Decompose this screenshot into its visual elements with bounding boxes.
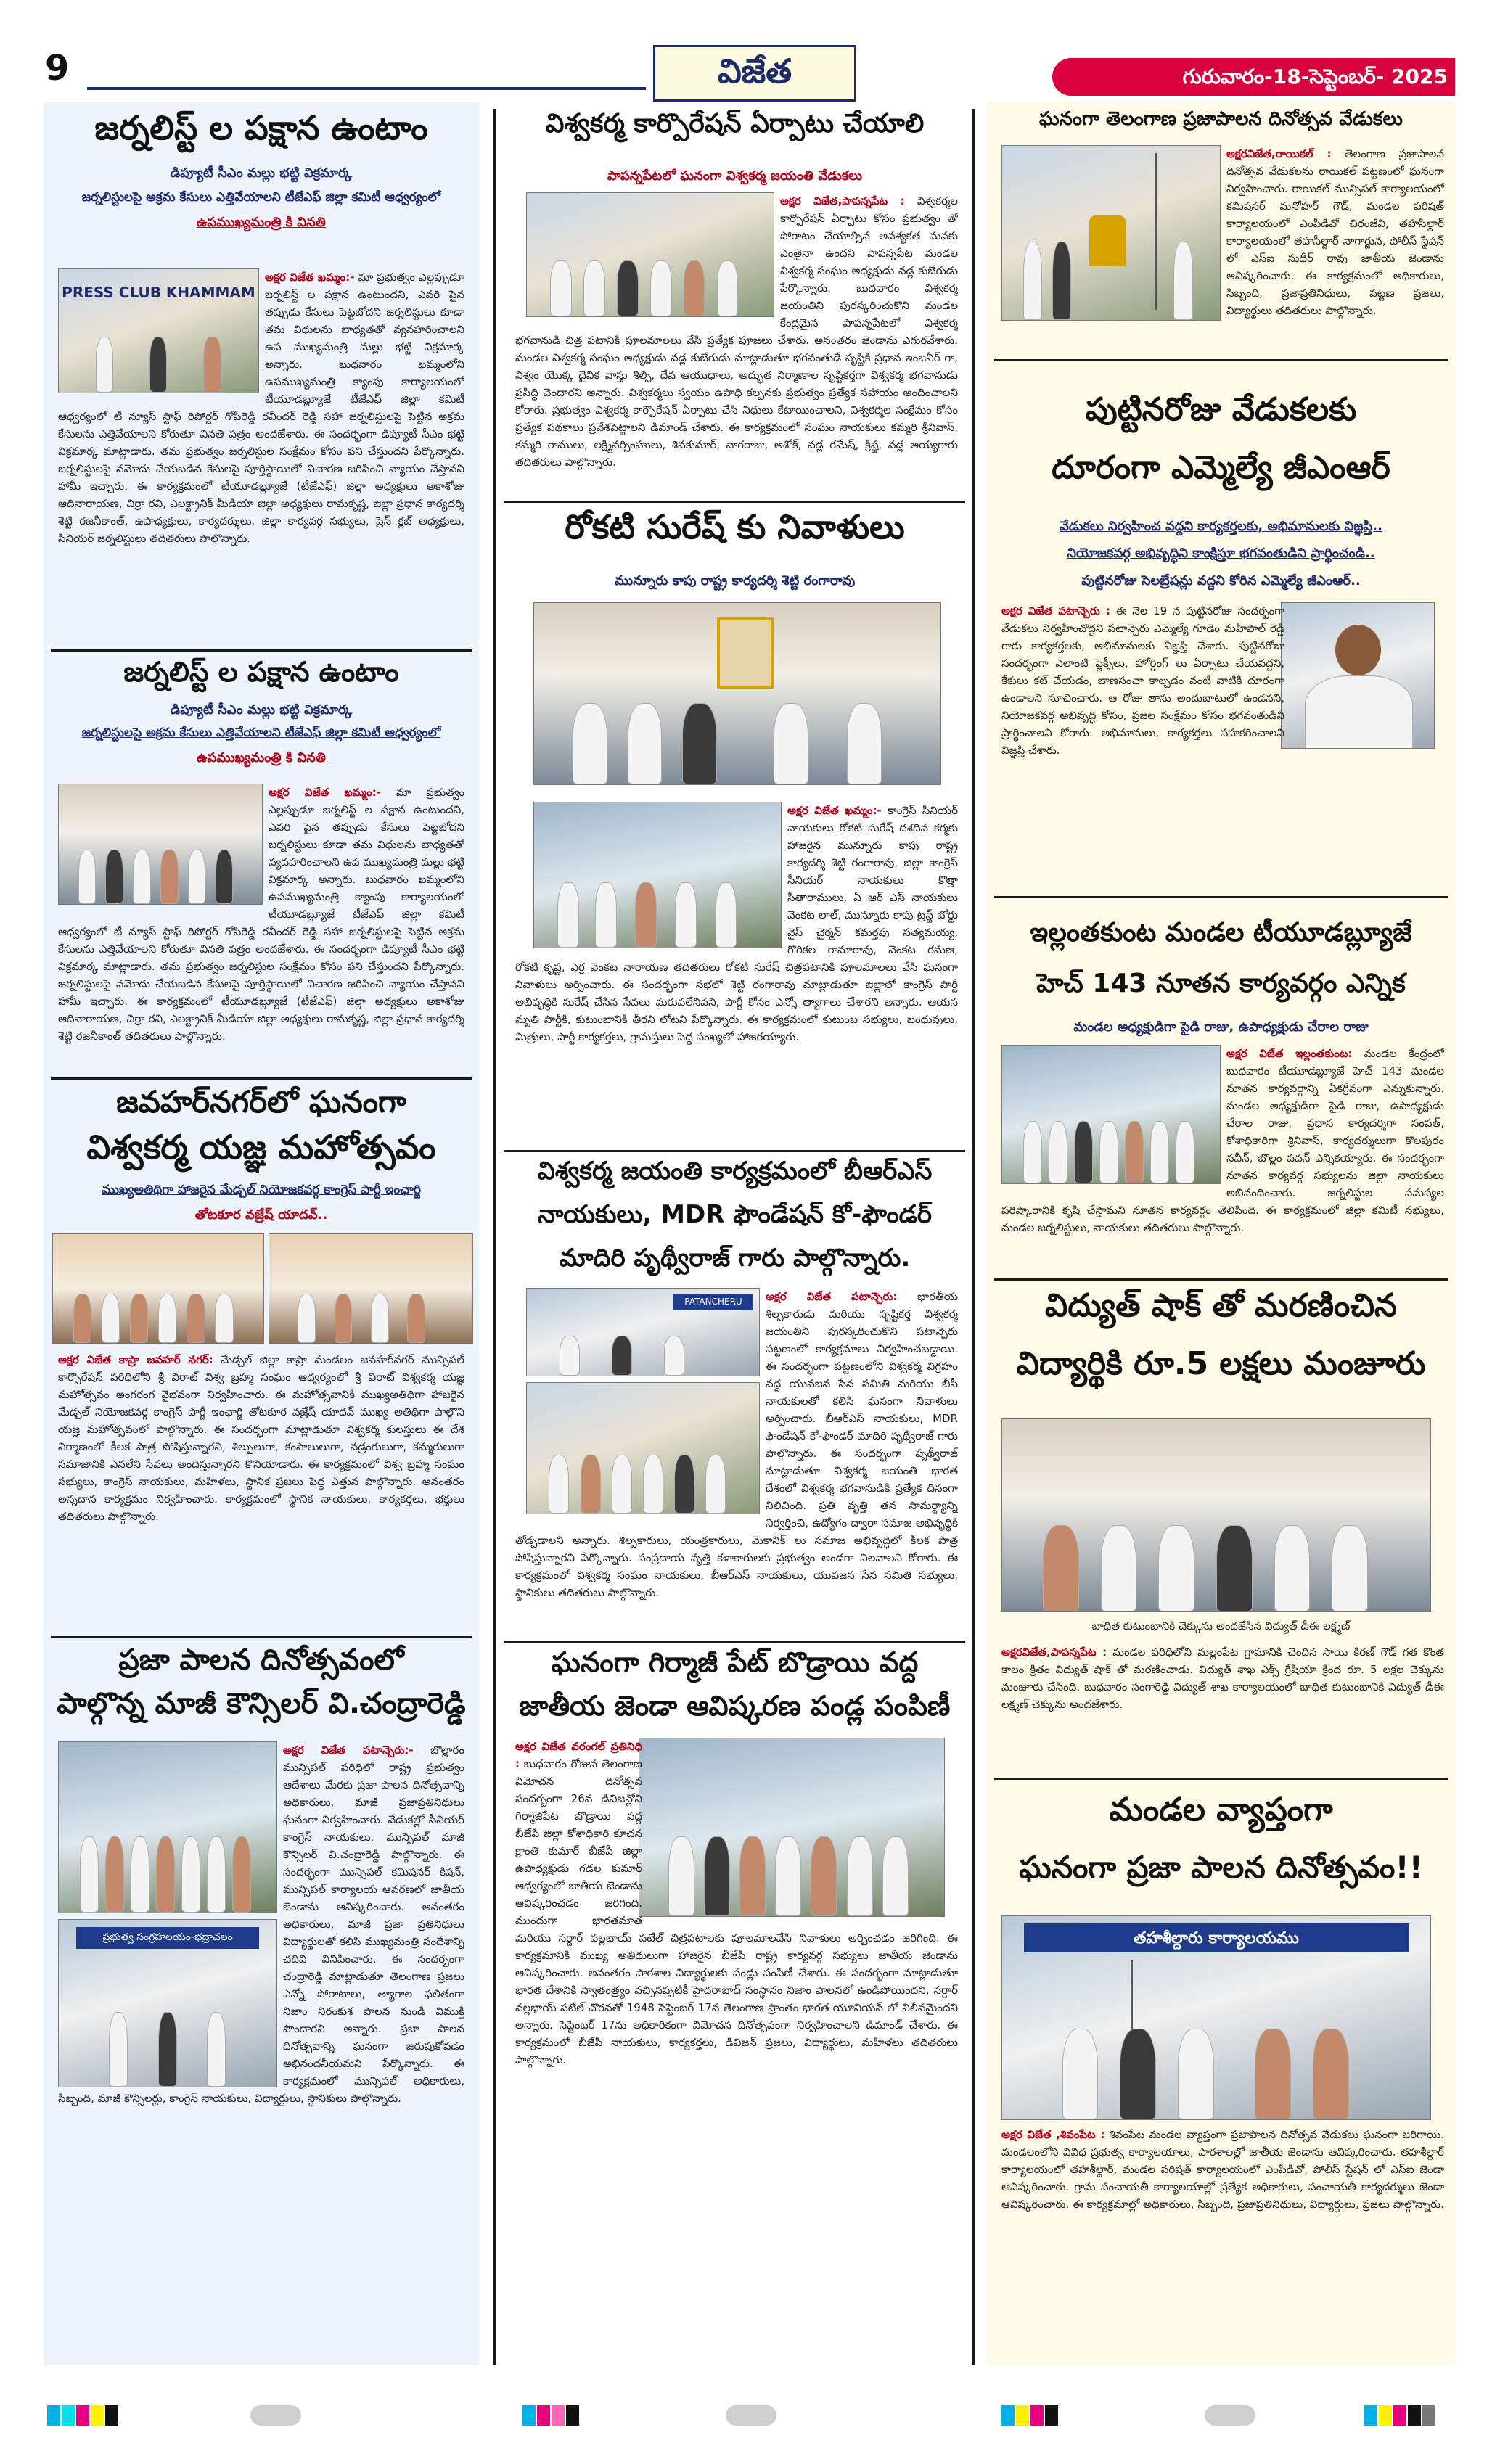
col2-a1-headline: విశ్వకర్మ కార్పొరేషన్ ఏర్పాటు చేయాలి bbox=[545, 109, 925, 139]
col3-a5-headline-1: మండల వ్యాప్తంగా bbox=[1109, 1792, 1333, 1828]
col2-a1-body bbox=[515, 192, 958, 497]
location-signboard-text: PATANCHERU bbox=[684, 1297, 742, 1307]
col3-a2-subhead-3: పుట్టినరోజు సెలబ్రేషన్లు వద్దని కోరిన ఎమ్మెల్యే జీఎంఆర్.. bbox=[1081, 573, 1361, 588]
col2-a4-headline-2: జాతీయ జెండా ఆవిష్కరణ పండ్ల పంపిణీ bbox=[519, 1691, 951, 1722]
office-signboard-text: ప్రభుత్వ సంగ్రహాలయం-భద్రాచలం bbox=[102, 1931, 233, 1943]
header-left-rule bbox=[87, 87, 646, 90]
column-divider-1 bbox=[493, 109, 496, 2365]
col1-a3-subhead-2: తోటకూర వజ్రేష్ యాదవ్.. bbox=[194, 1207, 328, 1223]
col2-a4-dateline: అక్షర విజేత వరంగల్ ప్రతినిధి : bbox=[515, 1740, 642, 1770]
col3-a5-dateline: అక్షర విజేత ,శివంపేట : bbox=[1001, 2128, 1105, 2141]
col2-a1-dateline: అక్షర విజేత,పాపన్నపేట : bbox=[780, 194, 905, 208]
col2-a3-headline-2: నాయకులు, MDR ఫౌండేషన్ కో-ఫౌండర్ bbox=[538, 1201, 932, 1229]
col2-a4-headline-1: ఘనంగా గిర్మాజీ పేట్ బొడ్రాయి వద్ద bbox=[551, 1647, 919, 1678]
office-signboard bbox=[1024, 1923, 1409, 1952]
col1-a3-headline-1: జవహర్‌నగర్‌లో ఘనంగా bbox=[116, 1085, 406, 1120]
col3-a4-headline-2: విద్యార్థికి రూ.5 లక్షలు మంజూరు bbox=[1016, 1346, 1426, 1382]
col1-a1-subhead-2: జర్నలిస్టులపై అక్రమ కేసులు ఎత్తివేయాలని టీజేఎఫ్ జిల్లా కమిటీ ఆధ్వర్యంలో bbox=[81, 190, 441, 205]
col1-a2-text: మా ప్రభుత్వం ఎల్లప్పుడూ జర్నలిస్ట్ ల పక్షాన ఉంటుందని, ఎవరి పైన తప్పుడు కేసులు పెట్టబోదని జర్నలిస్టులు కూడా తమ విధులను బాధ్యతతో వ్యవహరించాలని ఉప ముఖ్యమంత్రి మల్లు భట్టి విక్రమార్క అన్నారు. బుధవారం ఖమ్మంలోని ఉపముఖ్యమంత్రి క్యాంపు కార్యాలయంలో టీయూడబ్ల్యూజే టీజేఎఫ్ జిల్లా కమిటీ ఆధ్వర్యంలో టీ న్యూస్ స్టాఫ్ రిపోర్టర్ గోపిరెడ్డి రవీందర్ రెడ్డి సహా జర్నలిస్టులపై పెట్టిన అక్రమ కేసులను ఎత్తివేయాలని కోరుతూ వినతి పత్రం అందజేశారు. ఈ సందర్భంగా డిప్యూటీ సీఎం భట్టి విక్రమార్క మాట్లాడారు. తమ ప్రభుత్వం జర్నలిస్టుల సంక్షేమం కోసం పని చేస్తుందని పేర్కొన్నారు. జర్నలిస్టులపై నమోదు చేయబడిన కేసులపై పూర్తిస్థాయిలో విచారణ జరిపించి న్యాయం చేస్తానని హామీ ఇచ్చారు. ఈ కార్యక్రమంలో టీయూడబ్ల్యూజే (టీజేఎఫ్) జిల్లా అధ్యక్షులు అకాశోజు ఆదినారాయణ, చిర్రా రవి, ఎలక్ట్రానిక్ మీడియా జిల్లా అధ్యక్షులు రామకృష్ణ, జిల్లా ప్రధాన కార్యదర్శి శెట్టి రజనీకాంత్ తదితరులు పాల్గొన్నారు. bbox=[58, 786, 464, 1043]
col1-a3-headline-2: విశ్వకర్మ యజ్ఞ మహోత్సవం bbox=[86, 1128, 436, 1167]
col1-a1-text: మా ప్రభుత్వం ఎల్లప్పుడూ జర్నలిస్ట్ ల పక్షాన ఉంటుందని, ఎవరి పైన తప్పుడు కేసులు పెట్టబోదని జర్నలిస్టులు కూడా తమ విధులను బాధ్యతతో వ్యవహరించాలని ఉప ముఖ్యమంత్రి మల్లు భట్టి విక్రమార్క అన్నారు. బుధవారం ఖమ్మంలోని ఉపముఖ్యమంత్రి క్యాంపు కార్యాలయంలో టీయూడబ్ల్యూజే టీజేఎఫ్ జిల్లా కమిటీ ఆధ్వర్యంలో టీ న్యూస్ స్టాఫ్ రిపోర్టర్ గోపిరెడ్డి రవీందర్ రెడ్డి సహా జర్నలిస్టులపై పెట్టిన అక్రమ కేసులను ఎత్తివేయాలని కోరుతూ వినతి పత్రం అందజేశారు. ఈ సందర్భంగా డిప్యూటీ సీఎం భట్టి విక్రమార్క మాట్లాడారు. తమ ప్రభుత్వం జర్నలిస్టుల సంక్షేమం కోసం పని చేస్తుందని పేర్కొన్నారు. జర్నలిస్టులపై నమోదు చేయబడిన కేసులపై పూర్తిస్థాయిలో విచారణ జరిపించి న్యాయం చేస్తానని హామీ ఇచ్చారు. ఈ కార్యక్రమంలో టీయూడబ్ల్యూజే (టీజేఎఫ్) జిల్లా అధ్యక్షులు అకాశోజు ఆదినారాయణ, చిర్రా రవి, ఎలక్ట్రానిక్ మీడియా జిల్లా అధ్యక్షులు రామకృష్ణ, జిల్లా ప్రధాన కార్యదర్శి శెట్టి రజనీకాంత్, ఉపాధ్యక్షులు, కార్యదర్శులు, జిల్లా కార్యవర్గ సభ్యులు, ప్రెస్ క్లబ్ అధ్యక్షులు, సీనియర్ జర్నలిస్టులు తదితరులు పాల్గొన్నారు. bbox=[58, 271, 464, 545]
col1-divider-1 bbox=[51, 649, 472, 652]
col2-a3-text: భారతీయ శిల్పకారుడు మరియు సృష్టికర్త విశ్వకర్మ జయంతిని పురస్కరించుకొని పటాన్చెరు పట్టణంలో కార్యక్రమాలు నిర్వహించబడ్డాయి. ఈ సందర్భంగా పట్టణంలోని విశ్వకర్మ విగ్రహం వద్ద యువజన సేన సమితి మరియు బీసీ నాయకులతో కలిసి ఘనంగా నివాళులు అర్పించారు. బీఆర్ఎస్ నాయకులు, MDR ఫౌండేషన్ కో-ఫౌండర్ మాదిరి పృథ్వీరాజ్ గారు పాల్గొన్నారు. ఈ సందర్భంగా పృథ్వీరాజ్ మాట్లాడుతూ విశ్వకర్మ జయంతి భారత దేశంలో విశ్వకర్మ భగవానుడికి ప్రత్యేక దినంగా నిలిచింది. ప్రతి వృత్తి తన సామర్థ్యాన్ని నిర్వర్తించి, ఉద్యోగం ద్వారా సమాజ అభివృద్ధికి తోడ్పడాలని అన్నారు. శిల్పకారులు, యంత్రకారులు, మెకానిక్ లు సమాజ అభివృద్ధిలో కీలక పాత్ర పోషిస్తున్నారని పేర్కొన్నారు. సంప్రదాయ వృత్తి కళాకారులకు ప్రభుత్వం అండగా నిలవాలని కోరారు. ఈ కార్యక్రమంలో విశ్వకర్మ సంఘం నాయకులు, బీఆర్ఎస్ నాయకులు, యువజన సేన సమితి సభ్యులు, స్థానికులు తదితరులు పాల్గొన్నారు. bbox=[515, 1290, 958, 1599]
col2-a2-photo-main bbox=[533, 602, 941, 785]
col1-a1-subhead-1: డిప్యూటీ సీఎం మల్లు భట్టి విక్రమార్క bbox=[170, 165, 353, 181]
photo-people bbox=[279, 1284, 462, 1344]
col1-a3-text: మేడ్చల్ జిల్లా కాప్రా మండలం జవహర్‌నగర్ మున్సిపల్ కార్పొరేషన్ పరిధిలోని శ్రీ విరాట్ విశ్వ బ్రహ్మ సంఘం ఆధ్వర్యంలో శ్రీ విరాట్ విశ్వకర్మ యజ్ఞ మహోత్సవం అంగరంగ వైభవంగా నిర్వహించారు. ఈ మహోత్సవానికి ముఖ్యఅతిథిగా హాజరైన మేడ్చల్ నియోజకవర్గ కాంగ్రెస్ పార్టీ ఇంఛార్జి తోటకూర వజ్రేష్ యాదవ్ ముఖ్య అతిథిగా పాల్గొని యజ్ఞ మహోత్సవంలో పాల్గొన్నారు. ఈ సందర్భంగా మాట్లాడుతూ విశ్వకర్మ కులస్తులు ఈ దేశ నిర్మాణంలో కీలక పాత్ర పోషిస్తున్నారని, శిల్పులుగా, కంసాలులుగా, వడ్రంగులుగా, కమ్మరులుగా సమాజానికి ఎనలేని సేవలు అందిస్తున్నారని కొనియాడారు. ఈ కార్యక్రమంలో విశ్వ బ్రహ్మ సంఘం సభ్యులు, కాంగ్రెస్ నాయకులు, మహిళలు, స్థానిక ప్రజలు పెద్ద ఎత్తున పాల్గొన్నారు. అనంతరం అన్నదాన కార్యక్రమం నిర్వహించారు. కార్యక్రమంలో స్థానిక నాయకులు, కార్యకర్తలు, భక్తులు తదితరులు పాల్గొన్నారు. bbox=[58, 1353, 464, 1523]
col2-a2-subhead: మున్నూరు కాపు రాష్ట్ర కార్యదర్శి శెట్టి రంగారావు bbox=[614, 573, 856, 588]
col1-a2-subhead-1: డిప్యూటీ సీఎం మల్లు భట్టి విక్రమార్క bbox=[170, 702, 353, 718]
col3-a4-text: మండల పరిధిలోని మల్లంపేట గ్రామానికి చెందిన సాయి కిరణ్ గౌడ్ గత కొంత కాలం క్రితం విద్యుత్ షాక్ తో మరణించాడు. విద్యుత్ శాఖ ఎక్స్ గ్రేషియా క్రింద రూ. 5 లక్షల చెక్కును మంజూరు చేసింది. బుధవారం సంగారెడ్డి విద్యుత్ శాఖ కార్యాలయంలో బాధిత కుటుంబానికి విద్యుత్ డీఈ లక్ష్మణ్ చెక్కును అందజేశారు. bbox=[1001, 1646, 1444, 1711]
col2-a4-body bbox=[515, 1738, 958, 2365]
photo-people bbox=[1024, 2008, 1409, 2119]
col1-a1-subhead-3: ఉపముఖ్యమంత్రి కి వినతి bbox=[197, 215, 326, 230]
col3-a2-body bbox=[1001, 602, 1444, 892]
col2-a2-text: కాంగ్రెస్ సీనియర్ నాయకులు రోకటి సురేష్ దశదిన కర్మకు హాజరైన మున్నూరు కాపు రాష్ట్ర కార్యదర్శి శెట్టి రంగారావు, జిల్లా కాంగ్రెస్ సీనియర్ నాయకులు కొత్తా సీతారాములు, ఏ ఆర్ ఎస్ నాయకులు వెంకట లాల్, మున్నూరు కాపు ట్రస్ట్ బోర్డు వైస్ చైర్మన్ కమర్తపు సత్యమయ్య, గొరికల రామారావు, వెంకట రమణ, రోకటి కృష్ణ, ఎర్ర వెంకట నారాయణ తదితరులు రోకటి సురేష్ చిత్రపటానికి పూలమాలలు వేసి ఘనంగా నివాళులు అర్పించారు. ఈ సందర్భంగా సభలో శెట్టి రంగారావు మాట్లాడుతూ జిల్లాలో కాంగ్రెస్ పార్టీ అభివృద్ధికి సురేష్ చేసిన సేవలు మరువలేనివని, పార్టీ కోసం ఎన్నో త్యాగాలు చేశారని అన్నారు. ఆయన మృతి పార్టీకి, కుటుంబానికి తీరని లోటని పేర్కొన్నారు. ఈ కార్యక్రమంలో కుటుంబ సభ్యులు, బంధువులు, మిత్రులు, పార్టీ కార్యకర్తలు, గ్రామస్తులు పెద్ద సంఖ్యలో హాజరయ్యారు. bbox=[515, 804, 958, 1043]
col1-a3-body bbox=[58, 1351, 464, 1627]
col3-divider-2 bbox=[994, 896, 1448, 898]
col1-a4-body bbox=[58, 1741, 464, 2365]
office-signboard-text: తహశీల్దారు కార్యాలయము bbox=[1134, 1929, 1299, 1947]
col1-a2-subhead-3: ఉపముఖ్యమంత్రి కి వినతి bbox=[197, 750, 326, 765]
col3-a2-subhead-1: వేడుకలు నిర్వహించ వద్దని కార్యకర్తలకు, అభిమానులకు విజ్ఞప్తి.. bbox=[1059, 519, 1382, 534]
col1-a2-body bbox=[58, 784, 464, 1067]
col2-divider-1 bbox=[504, 501, 965, 503]
col1-a4-text: బొల్లారం మున్సిపల్ పరిధిలో రాష్ట్ర ప్రభుత్వం ఆదేశాలు మేరకు ప్రజా పాలన దినోత్సవాన్ని అధికారులు, మాజీ ప్రజాప్రతినిధులు ఘనంగా నిర్వహించారు. వేడుకల్లో సీనియర్ కాంగ్రెస్ నాయకులు, మున్సిపల్ మాజీ కౌన్సిలర్ వి.చంద్రారెడ్డి పాల్గొన్నారు. ఈ సందర్భంగా మున్సిపల్ కమిషనర్ కిషన్, మున్సిపల్ కార్యాలయ ఆవరణలో జాతీయ జెండాను ఆవిష్కరించారు. అనంతరం అధికారులు, మాజీ ప్రజా ప్రతినిధులు విద్యార్థులతో కలిసి ముఖ్యమంత్రి సందేశాన్ని చదివి వినిపించారు. ఈ సందర్భంగా చంద్రారెడ్డి మాట్లాడుతూ తెలంగాణ ప్రజలు ఎన్నో పోరాటాలు, త్యాగాల ఫలితంగా నిజాం నిరంకుశ పాలన నుండి విముక్తి పొందారని అన్నారు. ప్రజా పాలన దినోత్సవాన్ని ఘనంగా జరుపుకోవడం అభినందనీయమని పేర్కొన్నారు. ఈ కార్యక్రమంలో మున్సిపల్ అధికారులు, సిబ్బంది, మాజీ కౌన్సిలర్లు, కాంగ్రెస్ నాయకులు, విద్యార్థులు, స్థానికులు పాల్గొన్నారు. bbox=[58, 1744, 464, 2105]
col3-a1-dateline: అక్షరవిజేత,రాయికల్ : bbox=[1226, 147, 1332, 160]
col3-a3-subhead: మండల అధ్యక్షుడిగా పైడి రాజు, ఉపాధ్యక్షుడు చేరాల రాజు bbox=[1073, 1019, 1369, 1035]
col2-a2-body bbox=[515, 802, 958, 1146]
col3-a3-text: మండల కేంద్రంలో బుధవారం టీయూడబ్ల్యూజే హెచ్ 143 మండల నూతన కార్యవర్గాన్ని ఏకగ్రీవంగా ఎన్నుకున్నారు. మండల అధ్యక్షుడిగా పైడి రాజు, ఉపాధ్యక్షుడు చేరాల రాజు, ప్రధాన కార్యదర్శిగా సంపత్, కోశాధికారిగా శ్రీనివాస్, కార్యదర్శులుగా కొలపురం నవీన్, బొల్లం పవన్ ఎన్నికయ్యారు. ఈ సందర్భంగా నూతన కార్యవర్గ సభ్యులను జిల్లా నాయకులు అభినందించారు. జర్నలిస్టుల సమస్యల పరిష్కారానికి కృషి చేస్తామని నూతన కార్యవర్గం తెలిపింది. ఈ కార్యక్రమంలో జిల్లా కమిటీ సభ్యులు, మండల జర్నలిస్టులు, నాయకులు తదితరులు పాల్గొన్నారు. bbox=[1001, 1047, 1444, 1234]
col1-a2-headline: జర్నలిస్ట్ ల పక్షాన ఉంటాం bbox=[123, 657, 399, 688]
col1-a1-dateline: అక్షర విజేత ఖమ్మం:- bbox=[265, 271, 355, 284]
col3-a4-headline-1: విద్యుత్ షాక్ తో మరణించిన bbox=[1045, 1288, 1397, 1324]
col2-a3-body bbox=[515, 1288, 958, 1636]
col3-a3-body bbox=[1001, 1045, 1444, 1277]
masthead bbox=[653, 45, 856, 102]
col1-a1-headline: జర్నలిస్ట్ ల పక్షాన ఉంటాం bbox=[94, 109, 428, 147]
date-bar bbox=[1052, 58, 1455, 96]
col1-a3-photo-right bbox=[269, 1233, 473, 1344]
col3-a4-body bbox=[1001, 1643, 1444, 1774]
col3-a2-dateline: అక్షర విజేత పటాన్చెరు : bbox=[1001, 604, 1110, 617]
col1-a4-headline-1: ప్రజా పాలన దినోత్సవంలో bbox=[118, 1643, 404, 1677]
col1-a2-dateline: అక్షర విజేత ఖమ్మం:- bbox=[269, 786, 381, 799]
col3-a1-headline: ఘనంగా తెలంగాణ ప్రజాపాలన దినోత్సవ వేడుకలు bbox=[1039, 109, 1403, 130]
col3-a4-photo-caption: బాధిత కుటుంబానికి చెక్కును అందజేసిన విద్యుత్ డీఈ లక్ష్మణ్ bbox=[1091, 1619, 1351, 1633]
col2-a3-headline-3: మాదిరి పృథ్వీరాజ్ గారు పాల్గొన్నారు. bbox=[559, 1244, 911, 1273]
col1-divider-3 bbox=[51, 1636, 472, 1638]
photo-people bbox=[64, 1284, 253, 1344]
col3-a2-subhead-2: నియోజకవర్గ అభివృద్ధిని కాంక్షిస్తూ భగవంతుడిని ప్రార్థించండి.. bbox=[1067, 546, 1375, 561]
column-divider-2 bbox=[972, 109, 975, 2365]
photo-people bbox=[1024, 1506, 1409, 1611]
press-club-banner-text: PRESS CLUB KHAMMAM bbox=[62, 284, 255, 301]
col2-a1-text: విశ్వకర్మల కార్పొరేషన్ ఏర్పాటు కోసం ప్రభుత్వం తో పోరాటం చేయాల్సిన అవశ్యకత మనకు ఎంతైనా ఉందని పాపన్నపేట మండల విశ్వకర్మ సంఘం అధ్యక్షుడు వడ్ల కుబేరుడు పేర్కొన్నారు. బుధవారం విశ్వకర్మ జయంతిని పురస్కరించుకొని మండల కేంద్రమైన పాపన్నపేటలో విశ్వకర్మ భగవానుడి చిత్ర పటానికి పూలమాలలు వేసి ప్రత్యేక పూజలు చేశారు. అనంతరం జెండాను ఎగురవేశారు. మండల విశ్వకర్మ సంఘం అధ్యక్షుడు వడ్ల కుబేరుడు మాట్లాడుతూ భగవంతుడే సృష్టికి ప్రధాన ఇంజనీర్ గా, విశ్వం యొక్క దైవిక వాస్తు శిల్పి, దేవ ఆయుధాలు, అద్భుత నిర్మాణాల సృష్టికర్తగా విశ్వకర్మ భగవానుడు ప్రసిద్ధి చెందారని అన్నారు. విశ్వకర్మలు స్వయం ఉపాధి కల్పనకు ప్రభుత్వం ప్రత్యేక సహాయం అందించాలని కోరారు. ప్రభుత్వం విశ్వకర్మ కార్పొరేషన్ ఏర్పాటు చేసి నిధులు కేటాయించాలని, విశ్వకర్మల సంక్షేమం కోసం ప్రత్యేక పథకాలు ప్రవేశపెట్టాలని డిమాండ్ చేశారు. ఈ కార్యక్రమంలో సంఘం నాయకులు కమ్మరి శ్రీనివాస్, కమ్మరి రాములు, లక్ష్మినర్సింహులు, శివకుమార్, నాగరాజు, అశోక్, వడ్ల రమేష్, క్రిష్ణ, వడ్ల అయ్యగారు తదితరులు పాల్గొన్నారు. bbox=[515, 194, 958, 469]
col1-a3-subhead-1: ముఖ్యఅతిథిగా హాజరైన మేడ్చల్ నియోజకవర్గ కాంగ్రెస్ పార్టీ ఇంఛార్జి bbox=[102, 1183, 421, 1197]
col3-a4-dateline: అక్షరవిజేత,పాపన్నపేట : bbox=[1001, 1646, 1107, 1659]
print-registration-marks bbox=[0, 2394, 1500, 2438]
col3-a4-photo bbox=[1001, 1418, 1431, 1612]
col1-a3-dateline: అక్షర విజేత కాప్రా జవహర్ నగర్: bbox=[58, 1353, 213, 1366]
col3-a2-text: ఈ నెల 19 న పుట్టినరోజు సందర్భంగా వేడుకలు నిర్వహించొద్దని పటాన్చెరు ఎమ్మెల్యే గూడెం మహిపాల్ రెడ్డి గారు కార్యకర్తలకు, అభిమానులకు విజ్ఞప్తి చేశారు. పుట్టినరోజు సందర్భంగా ఎలాంటి ఫ్లెక్సీలు, హోర్డింగ్ లు ఏర్పాటు చేయవద్దని, కేకులు కట్ చేయడం, బాణసంచా కాల్చడం వంటి వాటికి దూరంగా ఉండాలని సూచించారు. ఆ రోజు తాను అందుబాటులో ఉండనని, నియోజకవర్గ అభివృద్ధి కోసం, ప్రజల సంక్షేమం కోసం భగవంతుడిని ప్రార్థించాలని కోరారు. అభిమానులు, కార్యకర్తలు సహకరించాలని విజ్ఞప్తి చేశారు. bbox=[1001, 604, 1284, 757]
masthead-logo-text: విజేత bbox=[717, 52, 792, 91]
col2-a1-subhead: పాపన్నపేటలో ఘనంగా విశ్వకర్మ జయంతి వేడుకలు bbox=[607, 168, 863, 184]
col3-a5-headline-2: ఘనంగా ప్రజా పాలన దినోత్సవం!! bbox=[1019, 1850, 1423, 1885]
col3-a2-headline-1: పుట్టినరోజు వేడుకలకు bbox=[1085, 392, 1357, 428]
col3-a5-photo bbox=[1001, 1915, 1431, 2120]
col3-a5-body bbox=[1001, 2126, 1444, 2362]
col3-divider-3 bbox=[994, 1278, 1448, 1281]
page-number: 9 bbox=[45, 48, 70, 89]
col2-a3-headline-1: విశ్వకర్మ జయంతి కార్యక్రమంలో బీఆర్ఎస్ bbox=[537, 1157, 933, 1186]
col2-divider-3 bbox=[504, 1641, 965, 1643]
col1-a4-dateline: అక్షర విజేత పటాన్చెరు:- bbox=[283, 1744, 414, 1757]
photo-people bbox=[554, 685, 920, 785]
col1-a2-subhead-2: జర్నలిస్టులపై అక్రమ కేసులు ఎత్తివేయాలని టీజేఎఫ్ జిల్లా కమిటీ ఆధ్వర్యంలో bbox=[81, 726, 441, 740]
col1-a1-body bbox=[58, 268, 464, 638]
portrait-frame bbox=[717, 617, 774, 689]
col2-divider-2 bbox=[504, 1150, 965, 1152]
col1-a4-headline-2: పాల్గొన్న మాజీ కౌన్సిలర్ వి.చంద్రారెడ్డి bbox=[57, 1687, 466, 1720]
col3-a3-headline-2: హెచ్ 143 నూతన కార్యవర్గం ఎన్నిక bbox=[1036, 969, 1406, 998]
col2-a2-dateline: అక్షర విజేత ఖమ్మం:- bbox=[787, 804, 882, 817]
col3-a3-headline-1: ఇల్లంతకుంట మండల టీయూడబ్ల్యూజే bbox=[1030, 918, 1412, 948]
col3-a2-headline-2: దూరంగా ఎమ్మెల్యే జీఎంఆర్ bbox=[1052, 450, 1390, 486]
col3-a1-body bbox=[1001, 145, 1444, 356]
issue-date: గురువారం-18-సెప్టెంబర్- 2025 bbox=[1182, 65, 1448, 89]
col3-a1-text: తెలంగాణ ప్రజాపాలన దినోత్సవ వేడుకలను రాయికల్ పట్టణంలో ఘనంగా నిర్వహించారు. రాయికల్ మున్సిపల్ కార్యాలయంలో కమిషనర్ మనోహర్ గౌడ్, మండల పరిషత్ కార్యాలయంలో ఎంపీడీవో చిరంజీవి, తహసీల్దార్ కార్యాలయంలో తహసీల్దార్ నాగార్జున, పోలీస్ స్టేషన్ లో ఎస్ఐ సుధీర్ రావు జాతీయ జెండాను ఆవిష్కరించారు. ఈ కార్యక్రమంలో అధికారులు, సిబ్బంది, ప్రజాప్రతినిధులు, పట్టణ ప్రజలు, విద్యార్థులు తదితరులు పాల్గొన్నారు. bbox=[1226, 147, 1444, 317]
col3-a3-dateline: అక్షర విజేత ఇల్లంతకుంట: bbox=[1226, 1047, 1353, 1060]
col3-divider-1 bbox=[994, 359, 1448, 361]
col1-a3-photo-left bbox=[52, 1233, 264, 1344]
col2-a2-headline: రోకటి సురేష్ కు నివాళులు bbox=[565, 508, 905, 546]
col1-divider-2 bbox=[51, 1077, 472, 1080]
col2-a4-text: బుధవారం రోజున తెలంగాణ విమోచన దినోత్సవ సందర్భంగా 26వ డివిజన్లోని గిర్మాజీపేట బొడ్రాయి వద్ద బీజేపీ జిల్లా కోశాధికారి కూచన క్రాంతి కుమార్ బీజేపీ జిల్లా ఉపాధ్యక్షుడు గడల కుమార్ ఆధ్వర్యంలో జాతీయ జెండాను ఆవిష్కరించడం జరిగింది. ముందుగా భారతమాత మరియు సర్దార్ వల్లభాయ్ పటేల్ చిత్రపటాలకు పూలమాలవేసి నివాళులు అర్పించడం జరిగింది. ఈ కార్యక్రమానికి ముఖ్య అతిథులుగా హాజరైన బీజేపీ రాష్ట్ర కార్యవర్గ సభ్యులు జాతీయ జెండాను ఆవిష్కరించారు. అనంతరం పాఠశాల విద్యార్థులకు పండ్లు పంపిణీ చేశారు. ఈ సందర్భంగా మాట్లాడుతూ భారత దేశానికి స్వాతంత్ర్యం వచ్చినప్పటికీ హైదరాబాద్ సంస్థానం నిజాం పాలనలో ఉండిపోయిందని, సర్దార్ వల్లభాయ్ పటేల్ చొరవతో 1948 సెప్టెంబర్ 17న తెలంగాణ ప్రాంతం భారత యూనియన్ లో విలీనమైందని అన్నారు. సెప్టెంబర్ 17ను అధికారికంగా విమోచన దినోత్సవంగా నిర్వహించాలని డిమాండ్ చేశారు. ఈ కార్యక్రమంలో బీజేపీ నాయకులు, కార్యకర్తలు, డివిజన్ ప్రజలు, విద్యార్థులు, మహిళలు తదితరులు పాల్గొన్నారు. bbox=[515, 1757, 958, 2066]
col2-a3-dateline: అక్షర విజేత పటాన్చెరు: bbox=[766, 1290, 898, 1303]
col3-divider-4 bbox=[994, 1778, 1448, 1780]
col3-a5-text: శివంపేట మండల వ్యాప్తంగా ప్రజాపాలన దినోత్సవ వేడుకలు ఘనంగా జరిగాయి. మండలంలోని వివిధ ప్రభుత్వ కార్యాలయాలు, పాఠశాలల్లో జాతీయ జెండాను ఆవిష్కరించారు. తహశీల్దార్ కార్యాలయంలో తహశీల్దార్, మండల పరిషత్ కార్యాలయంలో ఎంపీడీవో, పోలీస్ స్టేషన్ లో ఎస్ఐ జెండా ఆవిష్కరించారు. గ్రామ పంచాయతీ కార్యాలయాల్లో ప్రత్యేక అధికారులు, పంచాయతీ కార్యదర్శులు జెండా ఆవిష్కరించారు. ఈ కార్యక్రమాల్లో అధికారులు, సిబ్బంది, ప్రజాప్రతినిధులు, విద్యార్థులు, ప్రజలు పాల్గొన్నారు. bbox=[1001, 2128, 1444, 2211]
